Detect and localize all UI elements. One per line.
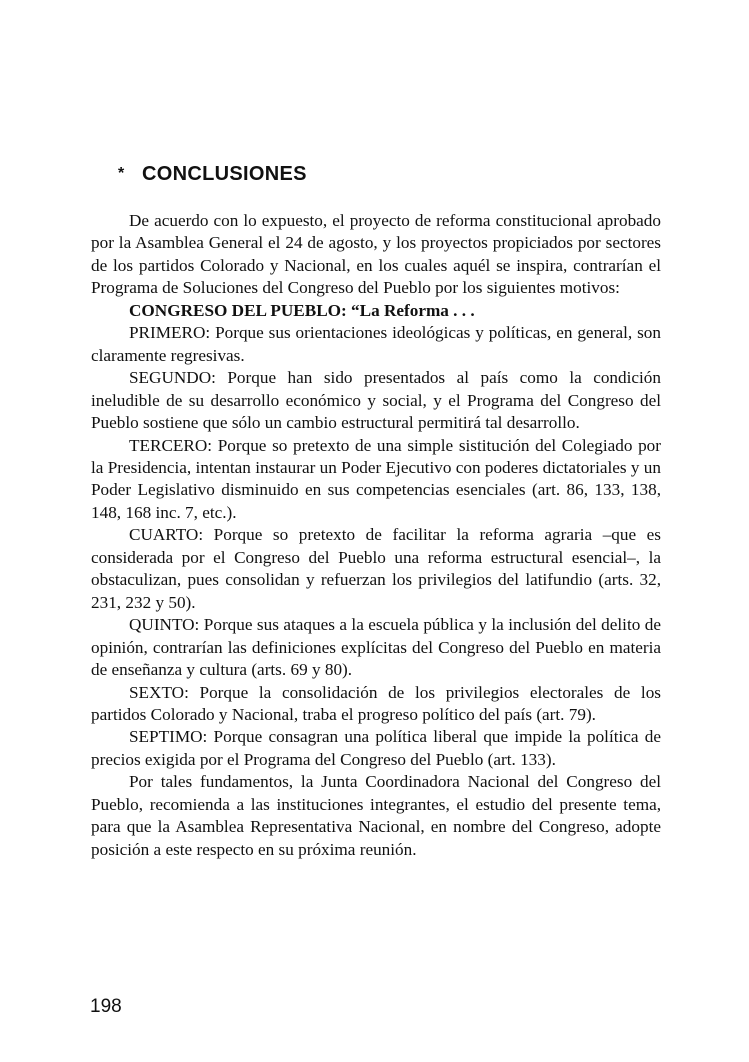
congreso-line: CONGRESO DEL PUEBLO: “La Reforma . . . bbox=[129, 300, 475, 320]
point-septimo: SEPTIMO: Porque consagran una política liberal que impide la política de precios exigida por el Programa del Congreso del Pueblo (art. 133). bbox=[91, 727, 661, 769]
point-segundo: SEGUNDO: Porque han sido presentados al país como la condición ineludible de su desarrollo económico y social, y el Programa del Congreso del Pueblo sostiene que sólo un cambio estructural permitirá tal desarrollo. bbox=[91, 368, 661, 433]
point-tercero: TERCERO: Porque so pretexto de una simple sistitución del Colegiado por la Presidencia, intentan instaurar un Poder Ejecutivo con poderes dictatoriales y un Poder Legislativo disminuido en sus competencias esenciales (art. 86, 133, 138, 148, 168 inc. 7, etc.). bbox=[91, 435, 661, 522]
closing-paragraph: Por tales fundamentos, la Junta Coordinadora Nacional del Congreso del Pueblo, recomienda a las instituciones integrantes, el estudio del presente tema, para que la Asamblea Representativa Nacional, en nombre del Congreso, adopte posición a este respecto en su próxima reunión. bbox=[91, 772, 661, 859]
point-quinto: QUINTO: Porque sus ataques a la escuela pública y la inclusión del delito de opinión, contrarían las definiciones explícitas del Congreso del Pueblo en materia de enseñanza y cultura (arts. 69 y 80). bbox=[91, 615, 661, 680]
point-sexto: SEXTO: Porque la consolidación de los privilegios electorales de los partidos Colorado y Nacional, traba el progreso político del país (art. 79). bbox=[91, 682, 661, 724]
asterisk-bullet: * bbox=[118, 165, 125, 182]
intro-paragraph: De acuerdo con lo expuesto, el proyecto de reforma constitucional aprobado por la Asamblea General el 24 de agosto, y los proyectos propiciados por sectores de los partidos Colorado y Nacional, en los cuales aquél se inspira, contrarían el Programa de Soluciones del Congreso del Pueblo por los siguientes motivos: bbox=[91, 211, 661, 298]
point-primero: PRIMERO: Porque sus orientaciones ideológicas y políticas, en general, son claramente regresivas. bbox=[91, 323, 661, 365]
section-heading bbox=[118, 163, 307, 186]
section-title: CONCLUSIONES bbox=[142, 163, 307, 185]
body-text bbox=[91, 210, 661, 861]
page-number: 198 bbox=[90, 996, 122, 1017]
point-cuarto: CUARTO: Porque so pretexto de facilitar la reforma agraria –que es considerada por el Congreso del Pueblo una reforma estructural esencial–, la obstaculizan, pues consolidan y refuerzan los privilegios del latifundio (arts. 32, 231, 232 y 50). bbox=[91, 525, 661, 612]
